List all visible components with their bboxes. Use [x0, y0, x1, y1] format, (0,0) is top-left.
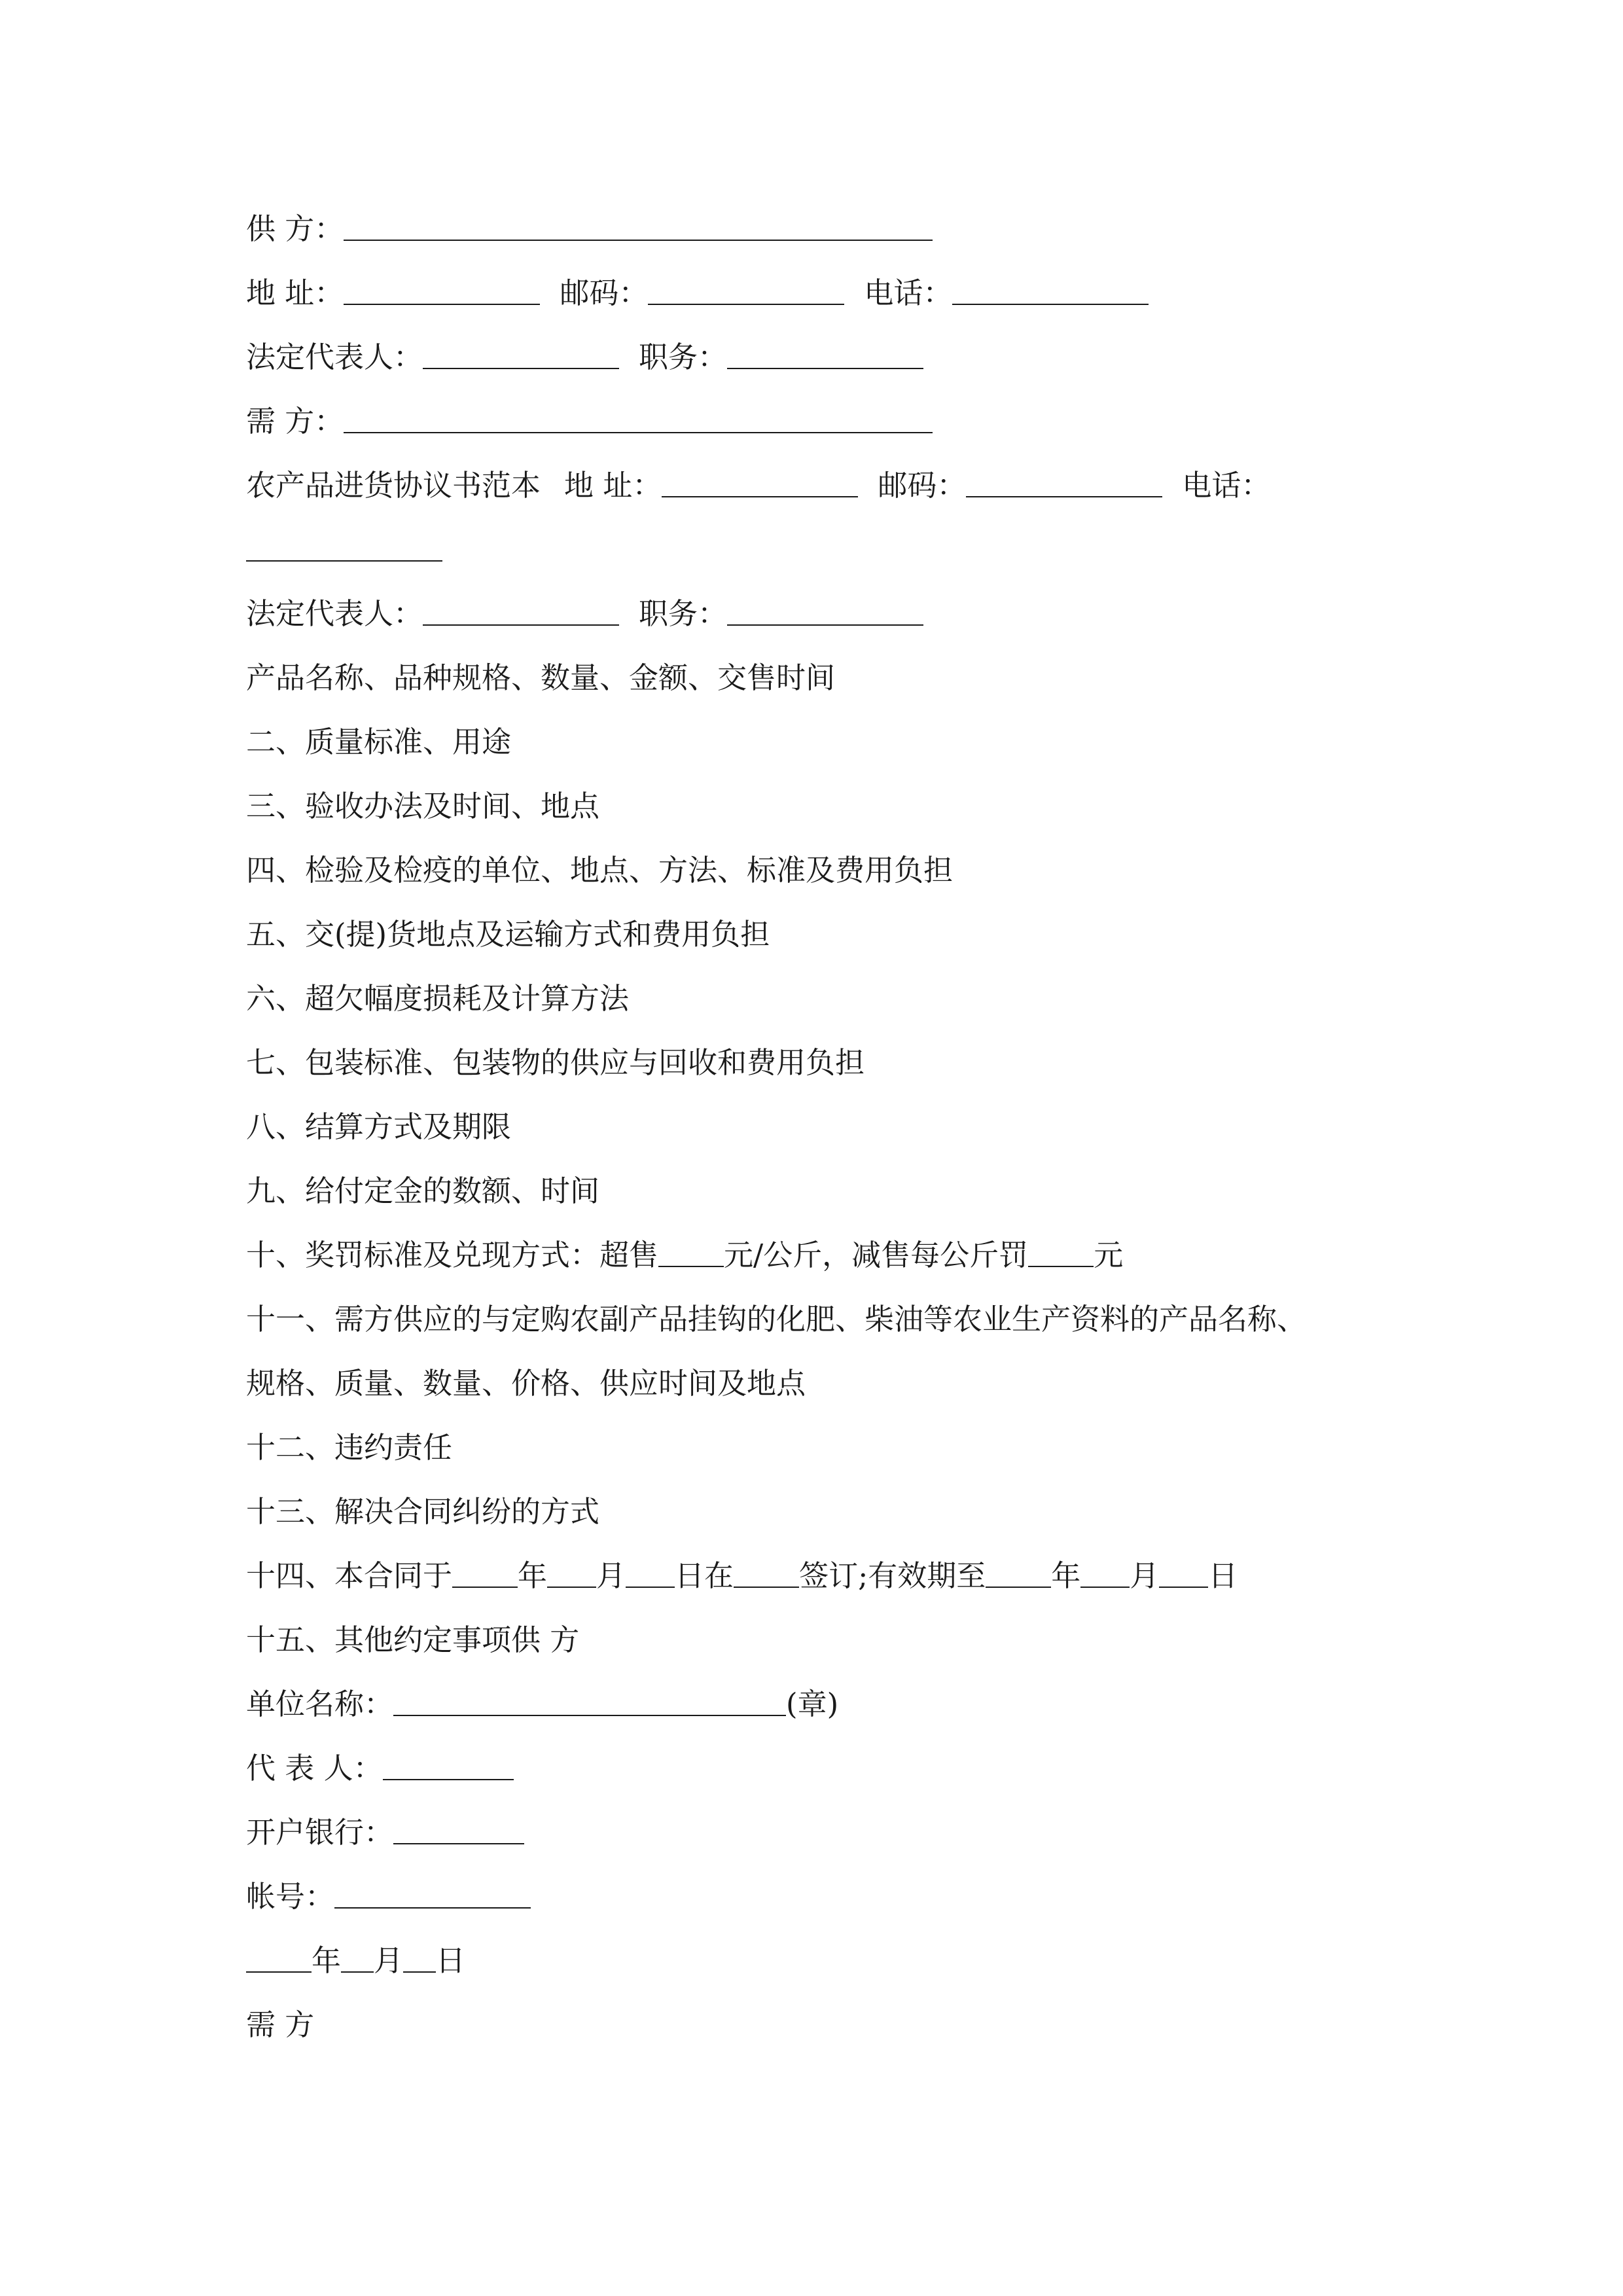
buyer-address-blank[interactable] — [662, 459, 858, 497]
buyer-postcode-blank[interactable] — [966, 459, 1162, 497]
clause-14-signed: 签订;有效期至 — [799, 1558, 986, 1593]
unit-name-label: 单位名称： — [246, 1687, 394, 1721]
date-day-blank[interactable] — [403, 1935, 436, 1973]
clause-10-suffix: 元 — [1094, 1238, 1124, 1272]
supplier-address-label: 地 址： — [246, 276, 344, 310]
supplier-phone-label: 电话： — [864, 276, 953, 310]
supplier-postcode-label: 邮码： — [560, 276, 649, 310]
date-day-label: 日 — [436, 1943, 466, 1978]
clause-8: 八、结算方式及期限 — [246, 1109, 512, 1144]
supplier-address-blank[interactable] — [344, 267, 540, 305]
clause-14-year-2: 年 — [1051, 1558, 1081, 1593]
clause-1: 产品名称、品种规格、数量、金额、交售时间 — [246, 660, 836, 695]
undersale-penalty-blank[interactable] — [1028, 1229, 1094, 1267]
doc-title: 农产品进货协议书范本 — [246, 468, 541, 503]
clause-14-month: 月 — [596, 1558, 626, 1593]
clause-14-year: 年 — [518, 1558, 548, 1593]
sign-year-blank[interactable] — [452, 1550, 518, 1588]
buyer-signature-heading: 需 方 — [246, 2007, 315, 2042]
sign-month-blank[interactable] — [547, 1550, 596, 1588]
clause-14-day-at: 日在 — [675, 1558, 734, 1593]
clause-7: 七、包装标准、包装物的供应与回收和费用负担 — [246, 1045, 865, 1080]
sign-place-blank[interactable] — [734, 1550, 799, 1588]
oversale-reward-blank[interactable] — [658, 1229, 724, 1267]
supplier-name-blank[interactable] — [344, 203, 933, 241]
seal-label: (章) — [786, 1687, 839, 1721]
representative-label: 代 表 人： — [246, 1751, 383, 1785]
supplier-label: 供 方： — [246, 211, 344, 246]
date-month-label: 月 — [374, 1943, 404, 1978]
supplier-legal-rep-label: 法定代表人： — [246, 340, 423, 374]
clause-6: 六、超欠幅度损耗及计算方法 — [246, 981, 630, 1016]
buyer-address-label: 地 址： — [564, 468, 662, 503]
buyer-legal-rep-line — [246, 588, 923, 640]
unit-name-line — [246, 1678, 838, 1731]
clause-4: 四、检验及检疫的单位、地点、方法、标准及费用负担 — [246, 853, 954, 888]
account-label: 帐号： — [246, 1879, 335, 1914]
bank-line — [246, 1806, 524, 1859]
representative-blank[interactable] — [383, 1742, 514, 1780]
clause-10-mid: 元/公斤，减售每公斤罚 — [724, 1238, 1029, 1272]
buyer-phone-continuation-line — [246, 524, 442, 576]
supplier-postcode-blank[interactable] — [648, 267, 844, 305]
valid-year-blank[interactable] — [986, 1550, 1051, 1588]
supplier-position-label: 职务： — [639, 340, 728, 374]
clause-14-month-2: 月 — [1130, 1558, 1160, 1593]
buyer-phone-blank[interactable] — [246, 524, 442, 562]
clause-10 — [246, 1229, 1123, 1282]
clause-14-prefix: 十四、本合同于 — [246, 1558, 453, 1593]
buyer-line — [246, 395, 933, 448]
date-year-label: 年 — [312, 1943, 342, 1978]
valid-day-blank[interactable] — [1159, 1550, 1208, 1588]
buyer-postcode-label: 邮码： — [878, 468, 967, 503]
unit-name-blank[interactable] — [393, 1678, 786, 1716]
representative-line — [246, 1742, 514, 1795]
supplier-line — [246, 203, 933, 255]
supplier-position-blank[interactable] — [727, 331, 923, 369]
clause-11-line-1: 十一、需方供应的与定购农副产品挂钩的化肥、柴油等农业生产资料的产品名称、 — [246, 1302, 1307, 1336]
supplier-phone-blank[interactable] — [952, 267, 1149, 305]
clause-5: 五、交(提)货地点及运输方式和费用负担 — [246, 917, 770, 952]
bank-blank[interactable] — [393, 1806, 524, 1844]
buyer-address-line — [246, 459, 1270, 512]
buyer-phone-label: 电话： — [1182, 468, 1271, 503]
sign-day-blank[interactable] — [626, 1550, 675, 1588]
account-blank[interactable] — [334, 1871, 531, 1909]
supplier-legal-rep-line — [246, 331, 923, 384]
clause-3: 三、验收办法及时间、地点 — [246, 789, 600, 823]
buyer-label: 需 方： — [246, 404, 344, 439]
clause-11-line-2: 规格、质量、数量、价格、供应时间及地点 — [246, 1366, 806, 1401]
clause-14-day-2: 日 — [1208, 1558, 1238, 1593]
clause-9: 九、给付定金的数额、时间 — [246, 1174, 600, 1208]
clause-10-prefix: 十、奖罚标准及兑现方式：超售 — [246, 1238, 659, 1272]
account-line — [246, 1871, 531, 1923]
supplier-address-line — [246, 267, 1149, 319]
valid-month-blank[interactable] — [1080, 1550, 1130, 1588]
clause-12: 十二、违约责任 — [246, 1430, 453, 1465]
clause-2: 二、质量标准、用途 — [246, 725, 512, 759]
buyer-position-label: 职务： — [639, 596, 728, 631]
supplier-legal-rep-blank[interactable] — [423, 331, 619, 369]
signature-date-line — [246, 1935, 465, 1987]
clause-13: 十三、解决合同纠纷的方式 — [246, 1494, 600, 1529]
bank-label: 开户银行： — [246, 1815, 394, 1850]
buyer-position-blank[interactable] — [727, 588, 923, 626]
date-month-blank[interactable] — [341, 1935, 374, 1973]
buyer-legal-rep-label: 法定代表人： — [246, 596, 423, 631]
clause-14 — [246, 1550, 1238, 1602]
clause-15: 十五、其他约定事项供 方 — [246, 1623, 580, 1657]
buyer-name-blank[interactable] — [344, 395, 933, 433]
date-year-blank[interactable] — [246, 1935, 312, 1973]
buyer-legal-rep-blank[interactable] — [423, 588, 619, 626]
